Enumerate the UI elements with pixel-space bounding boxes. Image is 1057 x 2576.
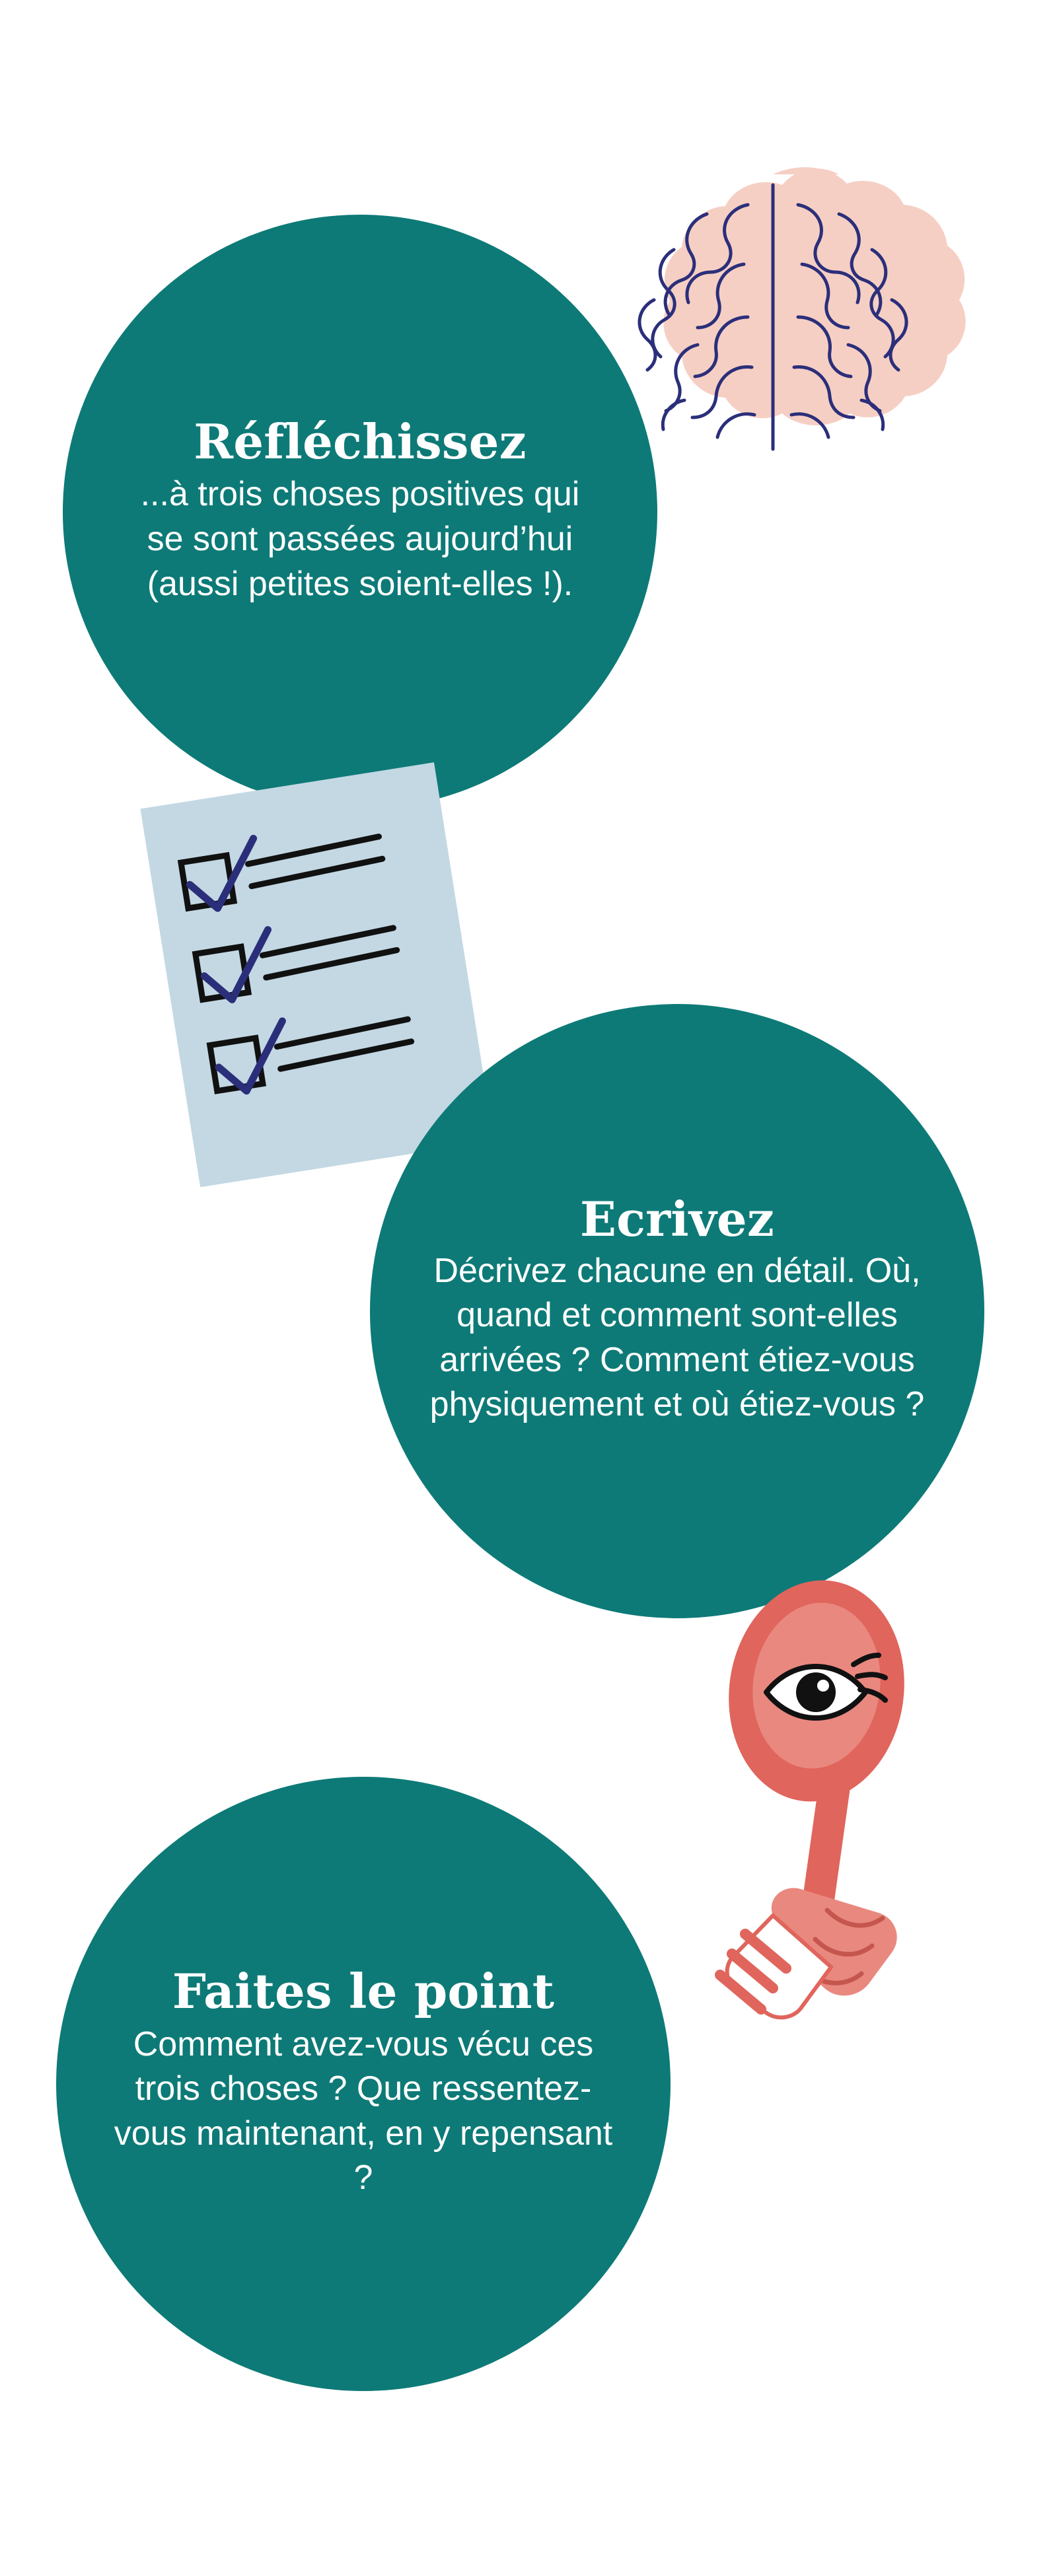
step-circle-faites-le-point [56, 1777, 671, 2391]
brain-icon [575, 165, 971, 469]
step-body-ecrivez: Décrivez chacune en détail. Où, quand et comment sont-elles arrivées ? Comment étiez-vous physiquement et où étiez-vous ? [429, 1251, 925, 1424]
step-title-ecrivez: Ecrivez [580, 1191, 774, 1248]
step-body-reflechissez: ...à trois choses positives qui se sont passées aujourd’hui (aussi petites soient-elles !). [140, 475, 580, 603]
hand-mirror-icon [674, 1572, 991, 2048]
step-title-reflechissez: Réfléchissez [194, 413, 527, 470]
step-circle-reflechissez [63, 215, 657, 809]
step-title-faites-le-point: Faites le point [172, 1963, 555, 2020]
step-circle-ecrivez [370, 1004, 984, 1618]
step-body-faites-le-point: Comment avez-vous vécu ces trois choses ? Que ressentez-vous maintenant, en y repensant ? [114, 2024, 613, 2198]
